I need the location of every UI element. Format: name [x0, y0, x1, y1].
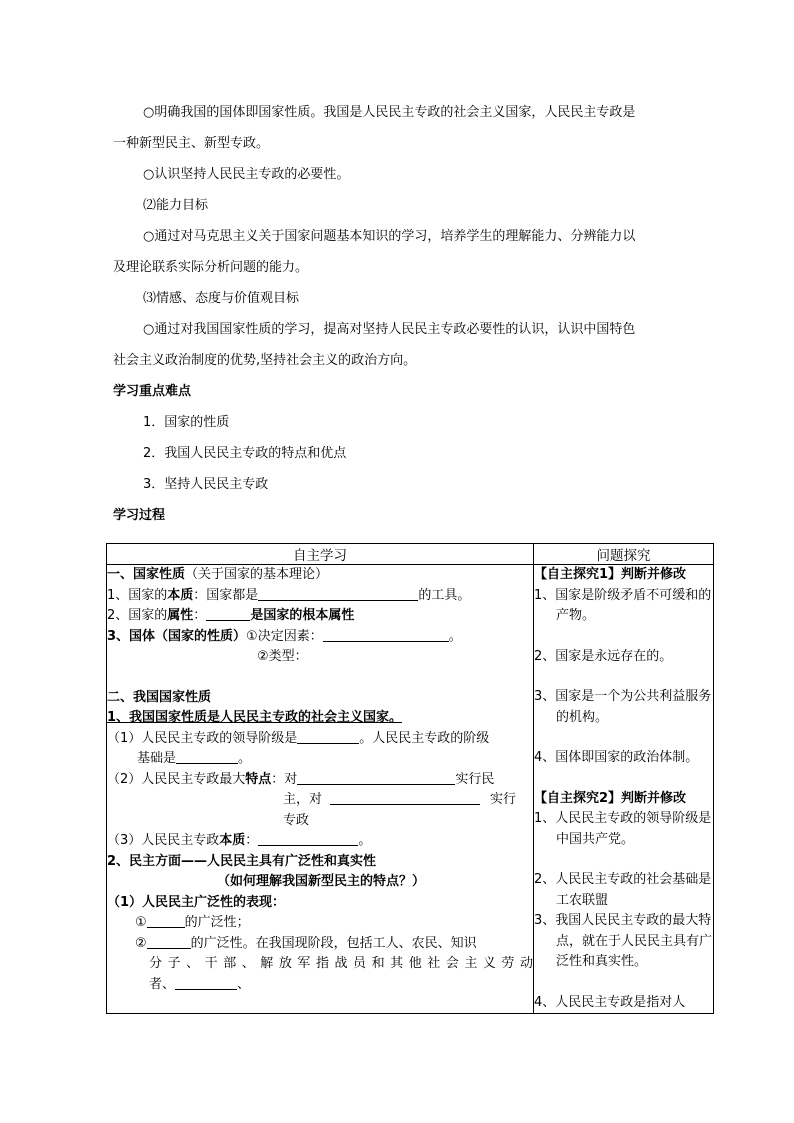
- text: 实行: [490, 792, 517, 807]
- text: ：: [245, 833, 259, 848]
- fill-blank[interactable]: [297, 729, 359, 744]
- fill-blank[interactable]: [323, 627, 449, 642]
- table-body-row: [107, 565, 714, 1014]
- inquiry-1-title: 【自主探究1】判断并修改: [534, 567, 687, 582]
- section-title: 一、国家性质: [107, 567, 186, 582]
- header-inquiry: 问题探究: [534, 544, 714, 565]
- self-study-cell: [107, 565, 534, 1014]
- text: 。: [358, 833, 372, 848]
- text: 。: [448, 628, 462, 644]
- text: 的广泛性。在我国现阶段，包括工人、农民、知识: [190, 935, 477, 951]
- breadth-item-1: [107, 913, 533, 934]
- essence-line-2: [107, 831, 533, 852]
- focus-heading: 学习重点难点: [113, 384, 192, 399]
- keyword: 3、国体（国家的性质）: [107, 628, 247, 644]
- objectives-section: [113, 97, 713, 531]
- inquiry-cell: [534, 565, 714, 1014]
- objective-line: 及理论联系实际分析问题的能力。: [113, 260, 309, 275]
- text: （3）人民民主专政: [107, 833, 220, 848]
- inquiry-item: 4、人民民主专政是指对人: [534, 994, 686, 1010]
- fill-blank[interactable]: [258, 831, 358, 846]
- objective-line: ○认识坚持人民民主专政的必要性。: [143, 167, 350, 182]
- feature-line-2: [107, 790, 533, 811]
- inquiry-item: 1、国家是阶级矛盾不可缓和的产物。: [534, 587, 712, 623]
- text: ②: [135, 935, 147, 951]
- attribute-line: [107, 606, 533, 627]
- keyword: 根本属性: [302, 608, 355, 623]
- feature-line: [107, 770, 533, 791]
- type-line: ②类型：: [257, 649, 308, 664]
- leadership-line: [107, 729, 533, 750]
- text: ：对: [271, 771, 298, 787]
- text: 1、国家的: [107, 587, 168, 603]
- text: ：国家都是: [193, 587, 259, 603]
- inquiry-item: 4、国体即国家的政治体制。: [534, 750, 699, 765]
- inquiry-item: 2、国家是永远存在的。: [534, 648, 673, 664]
- breadth-item-2-end: [107, 975, 533, 996]
- breadth-item-2-cont: [107, 954, 533, 975]
- fill-blank[interactable]: [147, 913, 185, 928]
- text: 实行民: [455, 771, 495, 787]
- section-subtitle: 1、我国国家性质是人民民主专政的社会主义国家。: [107, 710, 403, 725]
- focus-item: 2．我国人民民主专政的特点和优点: [143, 446, 347, 461]
- text: 。人民民主专政的阶级: [359, 730, 490, 746]
- focus-item: 1．国家的性质: [143, 415, 230, 430]
- text: 的工具。: [418, 587, 471, 603]
- democracy-title: 2、民主方面——人民民主具有广泛性和真实性: [107, 853, 377, 869]
- section-note: （关于国家的基本理论）: [185, 567, 329, 582]
- fill-blank[interactable]: [330, 790, 480, 805]
- section-title: 二、我国国家性质: [107, 689, 212, 705]
- polity-line: [107, 627, 533, 648]
- text: 是国家的: [250, 608, 303, 623]
- objective-line: ○通过对马克思主义关于国家问题基本知识的学习，培养学生的理解能力、分辨能力以: [143, 229, 636, 244]
- text: 2、国家的: [107, 608, 168, 623]
- feature-line-3: 专政: [283, 812, 310, 828]
- inquiry-item: 1、人民民主专政的领导阶级是中国共产党。: [534, 811, 712, 847]
- emotion-heading: ⑶情感、态度与价值观目标: [143, 291, 300, 306]
- text: 的广泛性；: [184, 915, 250, 930]
- inquiry-item: 2、人民民主专政的社会基础是工农联盟: [534, 872, 712, 908]
- focus-item: 3．坚持人民民主专政: [143, 477, 269, 492]
- text: （1）人民民主专政的领导阶级是: [107, 730, 298, 746]
- inquiry-item: 3、我国人民民主专政的最大特点，就在于人民民主具有广泛性和真实性。: [534, 913, 713, 969]
- essence-line: [107, 586, 533, 607]
- inquiry-item: 3、国家是一个为公共利益服务的机构。: [534, 689, 712, 725]
- keyword: 特点: [245, 771, 272, 787]
- text: ①决定因素：: [246, 628, 323, 644]
- fill-blank[interactable]: [147, 934, 191, 949]
- text: （2）人民民主专政最大: [107, 771, 246, 787]
- text: ①: [135, 915, 147, 930]
- fill-blank[interactable]: [297, 770, 455, 785]
- text: 。: [238, 751, 252, 766]
- fill-blank[interactable]: [206, 606, 250, 621]
- objective-line: ○明确我国的国体即国家性质。我国是人民民主专政的社会主义国家，人民民主专政是: [143, 105, 636, 120]
- objective-line: ○通过对我国国家性质的学习，提高对坚持人民民主专政必要性的认识，认识中国特色: [143, 322, 636, 337]
- process-heading: 学习过程: [113, 508, 166, 523]
- study-table: [106, 543, 714, 1014]
- ability-heading: ⑵能力目标: [143, 198, 209, 213]
- text: 主，对: [283, 792, 323, 807]
- text: ：: [193, 608, 207, 623]
- objective-line: 一种新型民主、新型专政。: [113, 136, 270, 151]
- header-self-study: 自主学习: [107, 544, 534, 565]
- breadth-title: （1）人民民主广泛性的表现：: [107, 894, 286, 910]
- keyword: 本质: [219, 833, 246, 848]
- table-header-row: [107, 544, 714, 565]
- text: 基础是: [137, 751, 177, 766]
- keyword: 属性: [167, 608, 194, 623]
- text: 、: [237, 976, 251, 992]
- democracy-subtitle: （如何理解我国新型民主的特点？）: [217, 874, 426, 889]
- objective-line: 社会主义政治制度的优势,坚持社会主义的政治方向。: [113, 353, 417, 368]
- breadth-item-2: [107, 934, 533, 955]
- fill-blank[interactable]: [258, 586, 418, 601]
- text: 分子、干部、解放军指战员和其他社会主义劳动: [149, 956, 533, 971]
- basis-line: [107, 749, 533, 770]
- keyword: 本质: [167, 587, 194, 603]
- fill-blank[interactable]: [175, 975, 237, 990]
- text: 者、: [149, 976, 176, 992]
- inquiry-2-title: 【自主探究2】判断并修改: [534, 790, 687, 806]
- fill-blank[interactable]: [176, 749, 238, 764]
